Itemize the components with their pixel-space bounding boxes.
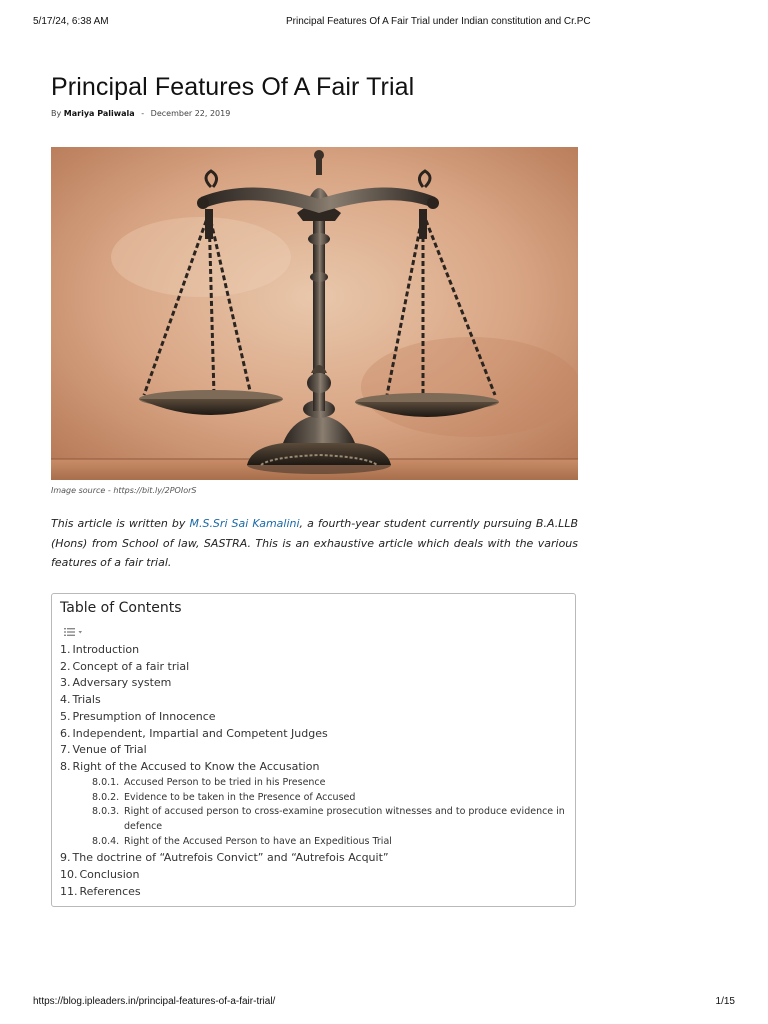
toc-subitem[interactable]: 8.0.3. Right of accused person to cross-examine prosecution witnesses and to produce evidence in defence	[92, 806, 565, 833]
byline-separator: -	[141, 109, 145, 118]
toc-item[interactable]: 4. Trials	[60, 693, 101, 707]
toc-item[interactable]: 3. Adversary system	[60, 676, 172, 690]
intro-text-before: This article is written by	[51, 517, 190, 530]
byline-prefix: By	[51, 109, 62, 118]
page-number: 1/15	[715, 996, 735, 1007]
contributor-link[interactable]: M.S.Sri Sai Kamalini	[189, 517, 300, 530]
hero-image-scales-of-justice	[51, 147, 578, 480]
print-header	[33, 16, 735, 30]
print-footer	[33, 996, 735, 1010]
toc-item[interactable]: 7. Venue of Trial	[60, 743, 147, 757]
print-url: https://blog.ipleaders.in/principal-features-of-a-fair-trial/	[33, 996, 276, 1007]
toc-item[interactable]: 11. References	[60, 884, 141, 898]
toc-item[interactable]: 10. Conclusion	[60, 867, 140, 881]
article	[51, 70, 578, 898]
toc-title: Table of Contents	[60, 600, 182, 616]
print-date: 5/17/24, 6:38 AM	[33, 16, 109, 27]
toc-list	[60, 642, 565, 900]
table-of-contents	[51, 593, 576, 907]
print-doc-title: Principal Features Of A Fair Trial under Indian constitution and Cr.PC	[286, 16, 591, 27]
toc-item[interactable]: 9. The doctrine of “Autrefois Convict” and “Autrefois Acquit”	[60, 851, 389, 865]
publish-date: December 22, 2019	[150, 109, 231, 118]
toc-item[interactable]: 1. Introduction	[60, 643, 140, 656]
toc-item[interactable]: 5. Presumption of Innocence	[60, 709, 216, 723]
toc-toggle-icon[interactable]	[64, 627, 84, 637]
toc-item[interactable]: 2. Concept of a fair trial	[60, 659, 190, 673]
toc-item[interactable]: 6. Independent, Impartial and Competent Judges	[60, 726, 328, 740]
author-link[interactable]: Mariya Paliwala	[63, 109, 135, 118]
toc-subitem[interactable]: 8.0.4. Right of the Accused Person to have an Expeditious Trial	[92, 836, 392, 848]
article-title: Principal Features Of A Fair Trial	[51, 73, 415, 101]
byline	[51, 108, 578, 120]
toc-item[interactable]: 8. Right of the Accused to Know the Accusation	[60, 759, 320, 773]
intro-paragraph	[51, 514, 578, 573]
intro-text-after: , a fourth-year student currently pursuing B.A.LLB (Hons) from School of law, SASTRA. This is an exhaustive article which deals with the various features of a fair trial.	[51, 517, 578, 569]
toc-subitem[interactable]: 8.0.2. Evidence to be taken in the Presence of Accused	[92, 791, 356, 803]
toc-subitem[interactable]: 8.0.1. Accused Person to be tried in his Presence	[92, 776, 326, 788]
image-caption: Image source - https://bit.ly/2POIorS	[51, 486, 197, 495]
